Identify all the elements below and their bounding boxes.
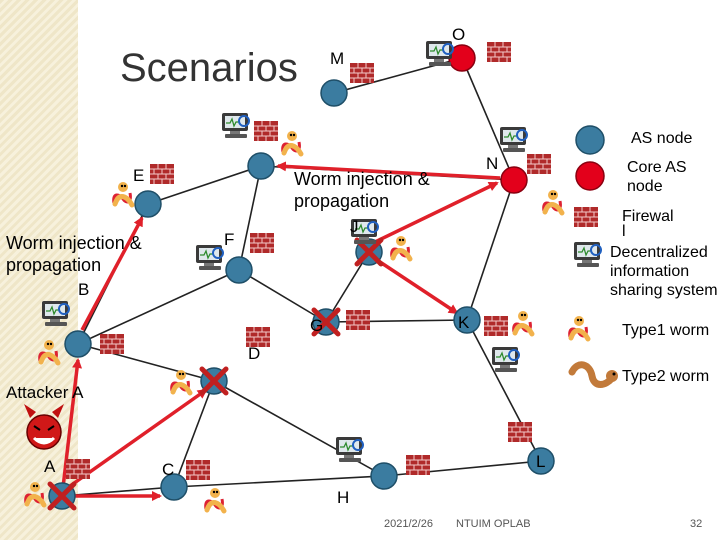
- node-label-a: A: [44, 457, 56, 476]
- firewall-icon: [186, 460, 210, 480]
- node-label-g: G: [310, 316, 324, 335]
- node-label-l: L: [536, 452, 546, 471]
- attacker-label: Attacker A: [6, 383, 84, 402]
- firewall-icon: [487, 42, 511, 62]
- as-nodes: [49, 80, 554, 509]
- legend-info-sharing: [610, 243, 718, 300]
- attack-arrows: [62, 166, 500, 496]
- type2-worm-icon: [572, 365, 618, 385]
- firewall-icon: [350, 63, 374, 83]
- footer-org: NTUIM OPLAB: [456, 518, 531, 530]
- footer-date: 2021/2/26: [384, 518, 433, 530]
- worm-icon: [206, 488, 224, 511]
- legend-core-line2: node: [627, 178, 663, 195]
- legend-core-node-icon: [576, 162, 604, 190]
- computer-icon: [492, 347, 519, 372]
- center-annotation: [294, 168, 430, 212]
- worm-icon: [392, 236, 410, 259]
- worm-icon: [570, 316, 588, 339]
- legend-as-node-icon: [576, 126, 604, 154]
- firewall-icon: [574, 207, 598, 227]
- node-label-k: K: [458, 313, 470, 332]
- legend-type1-worm: Type1 worm: [622, 322, 710, 339]
- computer-icon: [500, 127, 527, 152]
- firewall-icon: [508, 422, 532, 442]
- firewall-icon: [484, 316, 508, 336]
- worm-icon: [544, 190, 562, 213]
- left-annotation: [6, 232, 142, 276]
- legend-type2-worm: Type2 worm: [622, 368, 710, 385]
- legend-firewall-line2: l: [622, 223, 626, 240]
- node-label-o: O: [452, 25, 466, 44]
- firewall-icon: [150, 164, 174, 184]
- computer-icon: [336, 437, 363, 462]
- center-annotation-line1: Worm injection &: [294, 169, 430, 189]
- worm-icon: [514, 311, 532, 334]
- computer-icon: [222, 113, 249, 138]
- legend-info-line2: information: [610, 263, 690, 280]
- firewall-icon: [406, 455, 430, 475]
- computer-icon: [426, 41, 453, 66]
- node-label-j: J: [350, 217, 359, 236]
- node-label-b: B: [78, 280, 90, 299]
- left-annotation-line1: Worm injection &: [6, 233, 142, 253]
- node-label-h: H: [337, 488, 350, 507]
- page-title: Scenarios: [120, 46, 298, 90]
- computer-icon: [196, 245, 223, 270]
- firewall-icon: [250, 233, 274, 253]
- node-label-n: N: [486, 154, 499, 173]
- node-label-f: F: [224, 230, 235, 249]
- legend-info-line3: sharing system: [610, 282, 718, 299]
- computer-icon: [42, 301, 69, 326]
- node-label-d: D: [248, 344, 261, 363]
- worm-icon: [40, 340, 58, 363]
- firewall-icon: [254, 121, 278, 141]
- footer-page-number: 32: [690, 518, 703, 530]
- node-label-m: M: [330, 49, 345, 68]
- legend-firewall-line1: Firewal: [622, 208, 674, 225]
- firewall-icons: [66, 42, 598, 480]
- firewall-icon: [527, 154, 551, 174]
- center-annotation-line2: propagation: [294, 191, 390, 211]
- firewall-icon: [100, 334, 124, 354]
- legend-core-line1: Core AS: [627, 159, 687, 176]
- worm-icon: [26, 482, 44, 505]
- firewall-icon: [66, 459, 90, 479]
- legend-as-node: AS node: [631, 130, 693, 147]
- attacker-devil-icon: [24, 404, 64, 449]
- legend-info-line1: Decentralized: [610, 244, 708, 261]
- worm-icon: [114, 182, 132, 205]
- worm-icon: [283, 131, 301, 154]
- node-label-e: E: [133, 166, 145, 185]
- legend-core-node: [627, 158, 687, 196]
- left-annotation-line2: propagation: [6, 255, 102, 275]
- node-label-c: C: [162, 460, 175, 479]
- computer-icon: [574, 242, 601, 267]
- firewall-icon: [346, 310, 370, 330]
- legend-firewall: [622, 207, 674, 238]
